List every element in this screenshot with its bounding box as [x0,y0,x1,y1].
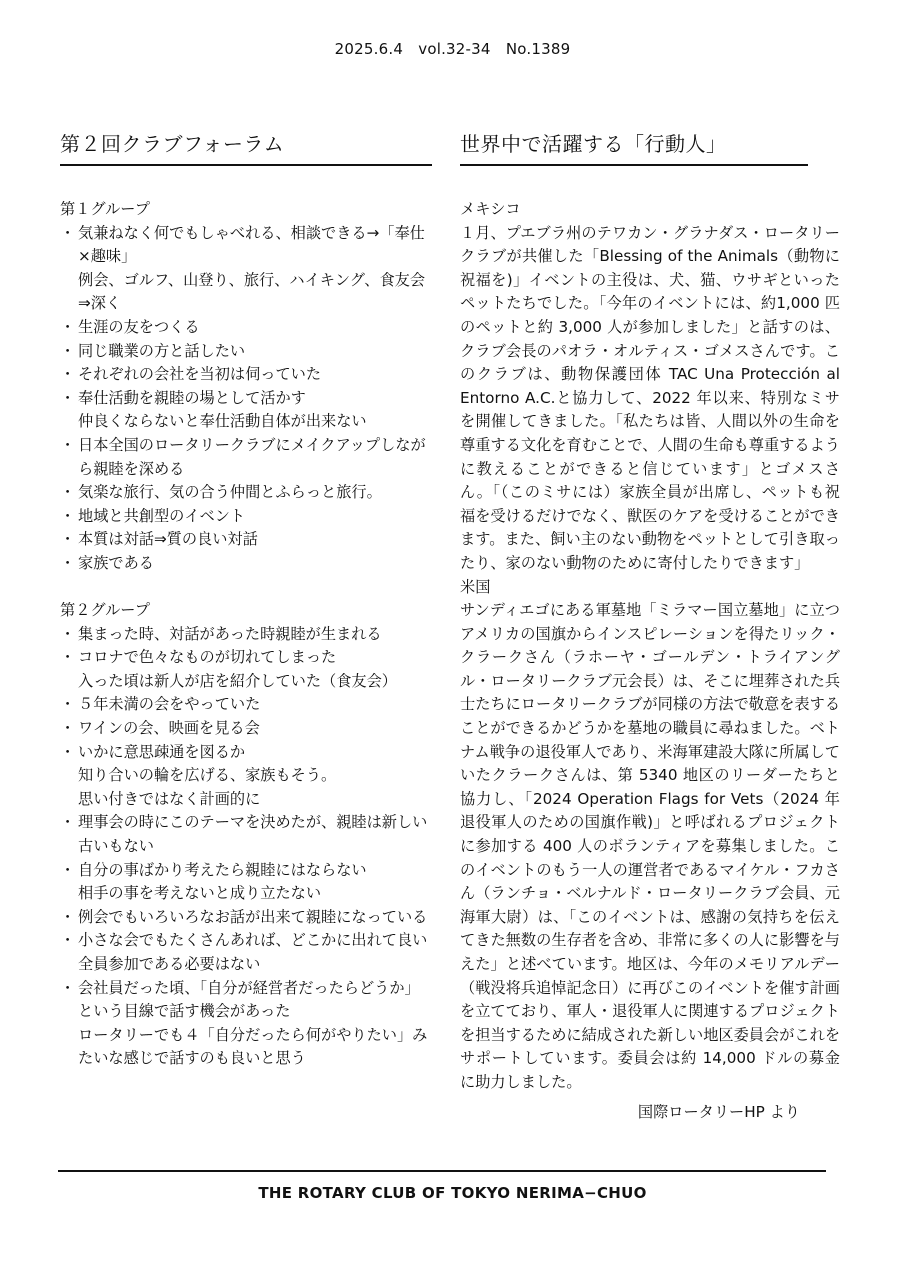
mexico-heading: メキシコ [460,200,521,218]
list-item: ・ それぞれの会社を当初は伺っていた [60,363,432,387]
article-body [460,198,840,1124]
forum-body [60,198,432,1071]
usa-heading: 米国 [460,577,491,596]
note-text: 全員参加である必要はない [78,955,261,973]
group2-list-cont [60,811,432,882]
club-forum-title: 第２回クラブフォーラム [60,132,285,156]
list-item: ・ 地域と共創型のイベント [60,505,432,529]
source-credit: 国際ロータリーHP より [637,1102,800,1121]
list-item: ・ 生涯の友をつくる [60,316,432,340]
list-item: ・ 家族である [60,552,432,576]
list-item: ・ 理事会の時にこのテーマを決めたが、親睦は新しい古いもない [60,811,432,858]
list-item: ・ 気兼ねなく何でもしゃべれる、相談できる→「奉仕×趣味」 [60,222,432,269]
list-item: ・ ５年未満の会をやっていた [60,693,432,717]
title-underline [460,164,808,166]
title-underline [60,164,432,166]
group2-list-cont [60,906,432,953]
list-item: ・ 同じ職業の方と話したい [60,340,432,364]
list-item: ・ 例会でもいろいろなお話が出来て親睦になっている [60,906,432,930]
note-text: ロータリーでも４「自分だったら何がやりたい」みたいな感じで話すのも良いと思う [78,1025,428,1068]
note-text: 思い付きではなく計画的に [78,789,261,808]
group1-heading: 第１グループ [60,200,150,218]
rotarians-of-action-title: 世界中で活躍する「行動人」 [460,132,727,156]
list-item: ・ 気楽な旅行、気の合う仲間とふらっと旅行。 [60,481,432,505]
list-item: ・ ワインの会、映画を見る会 [60,717,432,741]
group2-list-cont [60,977,432,1024]
note-text: 例会、ゴルフ、山登り、旅行、ハイキング、食友会⇒深く [78,270,426,313]
list-item: ・ コロナで色々なものが切れてしまった [60,646,432,670]
list-item: ・ 会社員だった頃、「自分が経営者だったらどうか」という目線で話す機会があった [60,977,432,1024]
list-item: ・ 本質は対話⇒質の良い対話 [60,528,432,552]
footer-rule [58,1170,826,1172]
list-item: ・ 小さな会でもたくさんあれば、どこかに出れて良い [60,929,432,953]
group2-heading: 第２グループ [60,601,150,620]
group1-list [60,222,432,269]
club-name-footer: THE ROTARY CLUB OF TOKYO NERIMA−CHUO [258,1184,647,1202]
usa-paragraph: サンディエゴにある軍墓地「ミラマー国立墓地」に立つアメリカの国旗からインスピレーションを得たリック・クラークさん（ラホーヤ・ゴールデン・トライアングル・ロータリークラブ元会長）は、そこに埋葬された兵士たちにロータリークラブが同様の方法で敬意を表することができるかどうかを墓地の職員に尋ねました。ベトナム戦争の退役軍人であり、米海軍建設大隊に所属していたクラークさんは、第 5340 地区のリーダーたちと協力し、「2024 Operation Flags for Vets（2024 年退役軍人のための国旗作戦)」と呼ばれるプロジェクトに参加する 400 人のボランティアを募集しました。このイベントのもう一人の運営者であるマイケル・フカさん（ランチョ・ベルナルド・ロータリークラブ会員、元海軍大尉）は、「このイベントは、感謝の気持ちを伝えてきた無数の生存者を含め、非常に多くの人に影響を与えた」と述べています。地区は、今年のメモリアルデー（戦没将兵追悼記念日）に再びこのイベントを催す計画を立てており、軍人・退役軍人に関連するプロジェクトを担当するために結成された新しい地区委員会がこれをサポートしています。委員会は約 14,000 ドルの募金に助力しました。 [460,601,840,1091]
spacer [60,576,432,600]
group2-list-cont [60,693,432,764]
list-item: ・ いかに意思疎通を図るか [60,741,432,765]
group1-list-cont [60,434,432,576]
group1-list-cont [60,316,432,410]
note-text: 相手の事を考えないと成り立たない [78,884,321,903]
note-text: 仲良くならないと奉仕活動自体が出来ない [78,412,367,431]
note-text: 入った頃は新人が店を紹介していた（食友会） [78,671,397,690]
list-item: ・ 集まった時、対話があった時親睦が生まれる [60,623,432,647]
note-text: 知り合いの輪を広げる、家族もそう。 [78,766,337,785]
list-item: ・ 日本全国のロータリークラブにメイクアップしながら親睦を深める [60,434,432,481]
right-column [460,130,840,1124]
list-item: ・ 奉仕活動を親睦の場として活かす [60,387,432,411]
group2-list [60,623,432,670]
list-item: ・ 自分の事ばかり考えたら親睦にはならない [60,859,432,883]
issue-header: 2025.6.4 vol.32-34 No.1389 [334,40,571,58]
mexico-paragraph: １月、プエブラ州のテワカン・グラナダス・ロータリークラブが共催した「Blessing of the Animals（動物に祝福を)」イベントの主役は、犬、猫、ウサギといったペットたちでした。「今年のイベントには、約1,000 匹のペットと約 3,000 人が参加しました」と話すのは、クラブ会長のパオラ・オルティス・ゴメスさんです。このクラブは、動物保護団体 TAC Una Protecciόn al Entorno A.C.と協力して、2022 年以来、特別なミサを開催してきました。「私たちは皆、人間以外の生命を尊重する文化を育むことで、人間の生命も尊重するように教えることができると信じています」とゴメスさん。「（このミサには）家族全員が出席し、ペットも祝福を受けるだけでなく、獣医のケアを受けることができます。また、飼い主のない動物をペットとして引き取ったり、家のない動物のために寄付したりできます」 [460,223,840,572]
left-column [60,130,432,1071]
